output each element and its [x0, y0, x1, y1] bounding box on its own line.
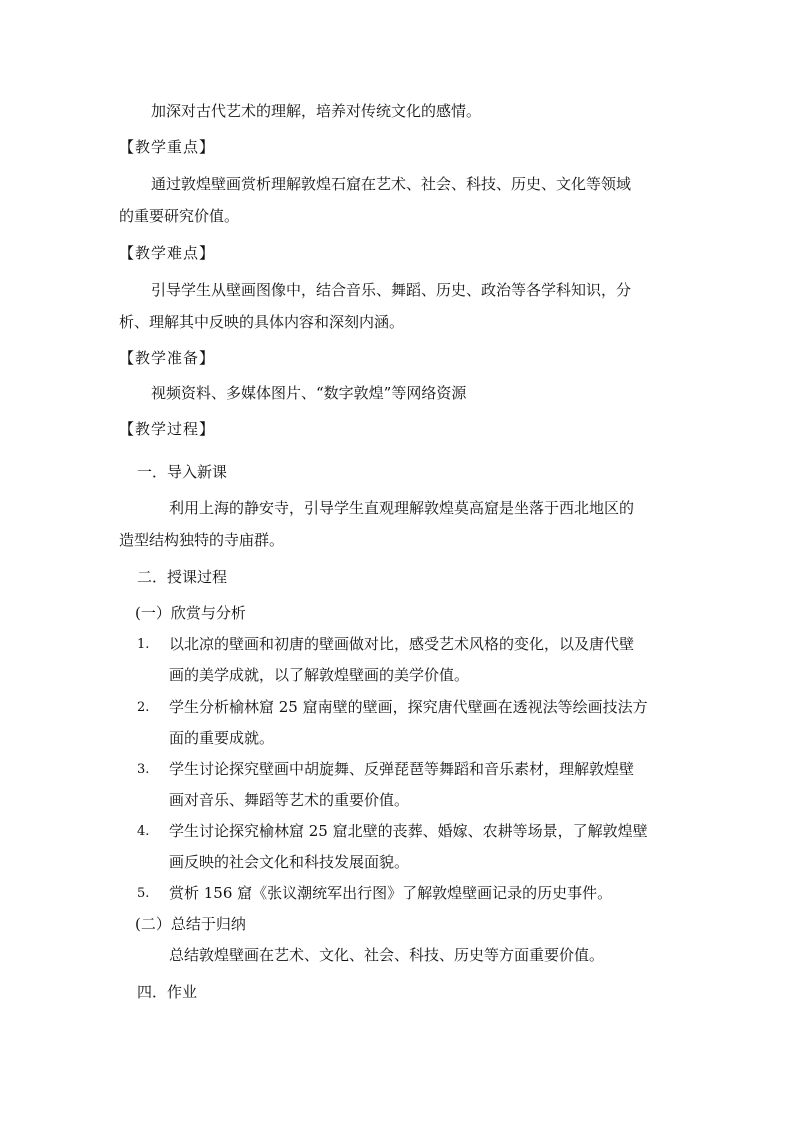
list-item-line: 赏析 156 窟《张议潮统军出行图》了解敦煌壁画记录的历史事件。	[169, 884, 613, 902]
list-item-line: 学生讨论探究壁画中胡旋舞、反弹琵琶等舞蹈和音乐素材，理解敦煌壁	[169, 760, 635, 778]
section-title-intro: 一．导入新课	[137, 463, 228, 481]
list-item-number: 5.	[137, 886, 150, 901]
subsection-title-summary: (二）总结于归纳	[135, 915, 246, 933]
key-points-heading: 【教学重点】	[119, 138, 216, 156]
difficulties-line: 引导学生从壁画图像中，结合音乐、舞蹈、历史、政治等各学科知识，分	[151, 281, 632, 299]
intro-paragraph: 加深对古代艺术的理解，培养对传统文化的感情。	[151, 102, 482, 120]
section-intro-line: 利用上海的静安寺，引导学生直观理解敦煌莫高窟是坐落于西北地区的	[169, 499, 635, 517]
list-item-line: 面的重要成就。	[169, 729, 275, 747]
list-item-line: 学生分析榆林窟 25 窟南壁的壁画，探究唐代壁画在透视法等绘画技法方	[169, 698, 648, 716]
list-item-number: 4.	[137, 824, 150, 839]
key-points-line: 的重要研究价值。	[119, 207, 240, 225]
list-item-number: 1.	[137, 637, 150, 652]
list-item-line: 画反映的社会文化和科技发展面貌。	[169, 853, 410, 871]
subsection-title-appreciation: (一）欣赏与分析	[135, 604, 246, 622]
difficulties-heading: 【教学难点】	[119, 244, 216, 262]
preparation-line: 视频资料、多媒体图片、“数字敦煌”等网络资源	[151, 384, 467, 402]
section-title-teaching: 二．授课过程	[137, 568, 228, 586]
key-points-line: 通过敦煌壁画赏析理解敦煌石窟在艺术、社会、科技、历史、文化等领域	[151, 175, 632, 193]
list-item-number: 2.	[137, 700, 150, 715]
list-item-line: 画对音乐、舞蹈等艺术的重要价值。	[169, 791, 410, 809]
section-title-homework: 四．作业	[137, 983, 198, 1001]
process-heading: 【教学过程】	[119, 420, 216, 438]
summary-line: 总结敦煌壁画在艺术、文化、社会、科技、历史等方面重要价值。	[169, 946, 605, 964]
difficulties-line: 析、理解其中反映的具体内容和深刻内涵。	[119, 313, 405, 331]
list-item-line: 画的美学成就，以了解敦煌壁画的美学价值。	[169, 666, 470, 684]
section-intro-line: 造型结构独特的寺庙群。	[119, 531, 285, 549]
list-item-line: 学生讨论探究榆林窟 25 窟北壁的丧葬、婚嫁、农耕等场景，了解敦煌壁	[169, 822, 648, 840]
list-item-line: 以北凉的壁画和初唐的壁画做对比，感受艺术风格的变化，以及唐代壁	[169, 635, 635, 653]
preparation-heading: 【教学准备】	[119, 349, 216, 367]
list-item-number: 3.	[137, 762, 150, 777]
